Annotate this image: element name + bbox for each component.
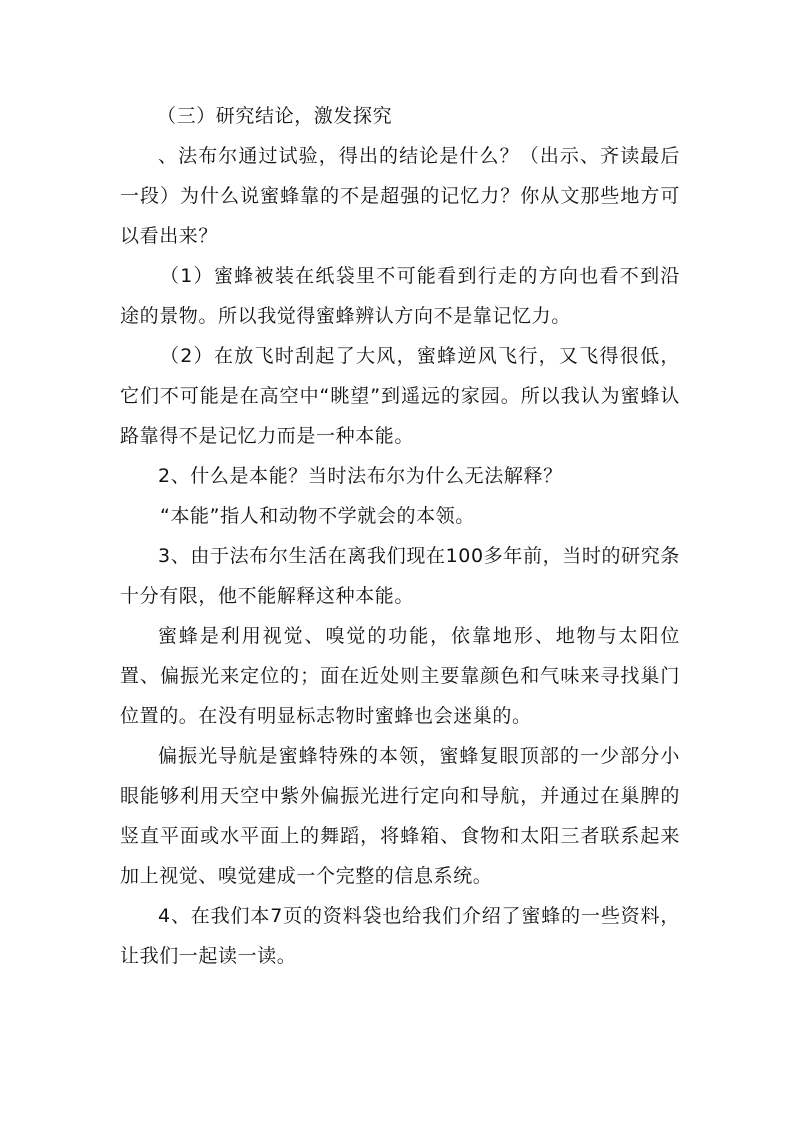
definition-paragraph: “本能”指人和动物不学就会的本领。 bbox=[160, 505, 475, 527]
document-body bbox=[120, 96, 680, 976]
section-heading: （三）研究结论，激发探究 bbox=[157, 105, 393, 127]
question-paragraph-2: 2、什么是本能？当时法布尔为什么无法解释？ bbox=[158, 465, 563, 487]
question-paragraph-4: 4、在我们本7页的资料袋也给我们介绍了蜜蜂的一些资料，让我们一起读一读。 bbox=[120, 905, 680, 967]
question-paragraph-1: 、法布尔通过试验，得出的结论是什么？（出示、齐读最后一段）为什么说蜜蜂靠的不是超强的记忆力？你从文那些地方可以看出来？ bbox=[120, 145, 680, 247]
explanation-paragraph-2: 偏振光导航是蜜蜂特殊的本领，蜜蜂复眼顶部的一少部分小眼能够利用天空中紫外偏振光进行定向和导航，并通过在巢脾的竖直平面或水平面上的舞蹈，将蜂箱、食物和太阳三者联系起来加上视觉、嗅觉建成一个完整的信息系统。 bbox=[120, 745, 680, 887]
explanation-paragraph-1: 蜜蜂是利用视觉、嗅觉的功能，依靠地形、地物与太阳位置、偏振光来定位的；面在近处则主要靠颜色和气味来寻找巢门位置的。在没有明显标志物时蜜蜂也会迷巢的。 bbox=[120, 625, 680, 727]
question-paragraph-3: 3、由于法布尔生活在离我们现在100多年前，当时的研究条十分有限，他不能解释这种本能。 bbox=[120, 545, 680, 607]
answer-paragraph-2: （2）在放飞时刮起了大风，蜜蜂逆风飞行，又飞得很低，它们不可能是在高空中“眺望”到遥远的家园。所以我认为蜜蜂认路靠得不是记忆力而是一种本能。 bbox=[120, 345, 680, 447]
answer-paragraph-1: （1）蜜蜂被装在纸袋里不可能看到行走的方向也看不到沿途的景物。所以我觉得蜜蜂辨认方向不是靠记忆力。 bbox=[120, 265, 680, 327]
